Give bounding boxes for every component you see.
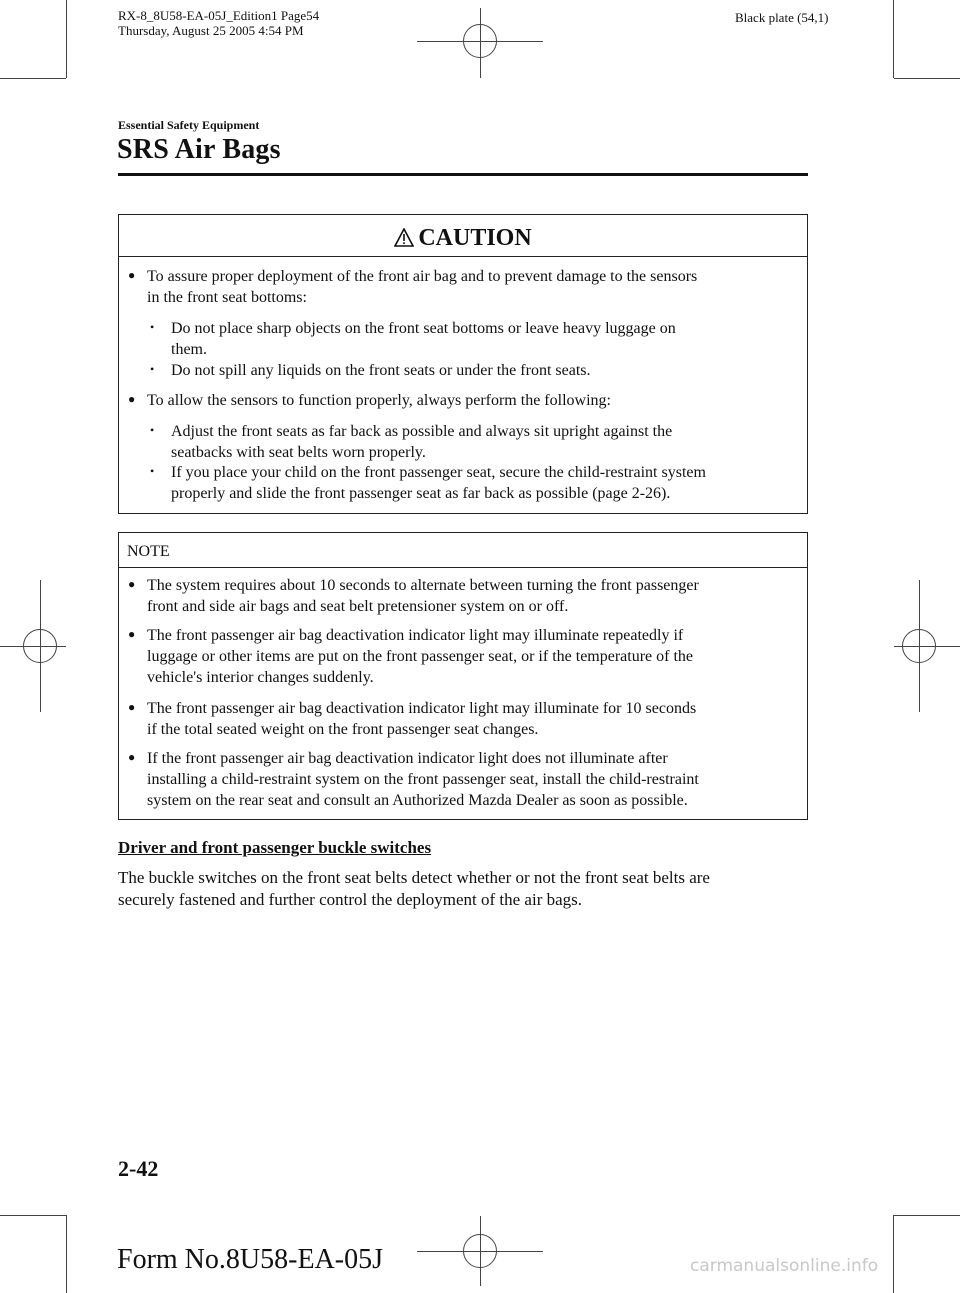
caution-subitem <box>171 360 590 381</box>
note-item-line: The front passenger air bag deactivation indicator light may illuminate repeatedly if <box>147 627 684 644</box>
caution-subitem <box>171 421 672 463</box>
watermark: carmanualsonline.info <box>690 1256 879 1276</box>
caution-subitem-line: Do not spill any liquids on the front seats or under the front seats. <box>171 362 591 379</box>
sub-bullet-icon: • <box>150 320 155 334</box>
caution-item <box>147 266 697 308</box>
paragraph-line: securely fastened and further control the deployment of the air bags. <box>118 890 583 909</box>
note-item <box>147 575 699 617</box>
caution-subitem-line: Do not place sharp objects on the front seat bottoms or leave heavy luggage on <box>171 320 676 337</box>
note-item-line: front and side air bags and seat belt pretensioner system on or off. <box>147 598 569 615</box>
sub-bullet-icon: • <box>150 464 155 478</box>
bullet-icon: ● <box>128 750 136 764</box>
note-item <box>147 625 693 688</box>
caution-subitem <box>171 318 676 360</box>
print-header-file: RX-8_8U58-EA-05J_Edition1 Page54 <box>118 8 320 23</box>
caution-heading-text: CAUTION <box>418 225 532 251</box>
sub-bullet-icon: • <box>150 423 155 437</box>
note-item-line: luggage or other items are put on the front passenger seat, or if the temperature of the <box>147 648 694 665</box>
caution-divider <box>118 256 808 257</box>
bullet-icon: ● <box>128 700 136 714</box>
note-item <box>147 698 696 740</box>
page-title: SRS Air Bags <box>117 134 281 165</box>
note-item-line: if the total seated weight on the front passenger seat changes. <box>147 721 539 738</box>
note-item-line: If the front passenger air bag deactivation indicator light does not illuminate after <box>147 750 668 767</box>
caution-subitem-line: Adjust the front seats as far back as possible and always sit upright against the <box>171 423 673 440</box>
caution-subitem-line: seatbacks with seat belts worn properly. <box>171 444 426 461</box>
title-rule <box>118 173 808 176</box>
bullet-icon: ● <box>128 577 136 591</box>
caution-subitem-line: properly and slide the front passenger seat as far back as possible (page 2-26). <box>171 485 671 502</box>
bullet-icon: ● <box>128 268 136 282</box>
caution-heading <box>119 225 807 252</box>
caution-item-line: To allow the sensors to function properly, always perform the following: <box>147 392 611 409</box>
caution-item-line: in the front seat bottoms: <box>147 289 307 306</box>
caution-subitem-line: If you place your child on the front passenger seat, secure the child-restraint system <box>171 464 706 481</box>
warning-triangle-icon <box>394 228 414 247</box>
print-header-date: Thursday, August 25 2005 4:54 PM <box>118 23 304 38</box>
sub-bullet-icon: • <box>150 362 155 376</box>
bullet-icon: ● <box>128 627 136 641</box>
note-divider <box>118 567 808 568</box>
caution-item <box>147 390 611 411</box>
caution-item-line: To assure proper deployment of the front air bag and to prevent damage to the sensors <box>147 268 698 285</box>
page-number: 2-42 <box>118 1156 159 1181</box>
form-number: Form No.8U58-EA-05J <box>117 1244 383 1275</box>
caution-subitem-line: them. <box>171 341 207 358</box>
note-heading: NOTE <box>127 543 170 560</box>
note-item-line: system on the rear seat and consult an Authorized Mazda Dealer as soon as possible. <box>147 792 688 809</box>
bullet-icon: ● <box>128 392 136 406</box>
note-item-line: vehicle's interior changes suddenly. <box>147 669 374 686</box>
subsection-title: Driver and front passenger buckle switches <box>118 838 432 857</box>
subsection-paragraph <box>118 867 808 911</box>
note-item <box>147 748 699 811</box>
note-item-line: The front passenger air bag deactivation indicator light may illuminate for 10 seconds <box>147 700 697 717</box>
note-item-line: installing a child-restraint system on the front passenger seat, install the child-restraint <box>147 771 699 788</box>
print-header <box>118 8 319 38</box>
plate-label: Black plate (54,1) <box>735 10 829 25</box>
note-item-line: The system requires about 10 seconds to alternate between turning the front passenger <box>147 577 699 594</box>
section-label: Essential Safety Equipment <box>118 118 260 132</box>
paragraph-line: The buckle switches on the front seat belts detect whether or not the front seat belts are <box>118 868 710 887</box>
caution-subitem <box>171 462 706 504</box>
